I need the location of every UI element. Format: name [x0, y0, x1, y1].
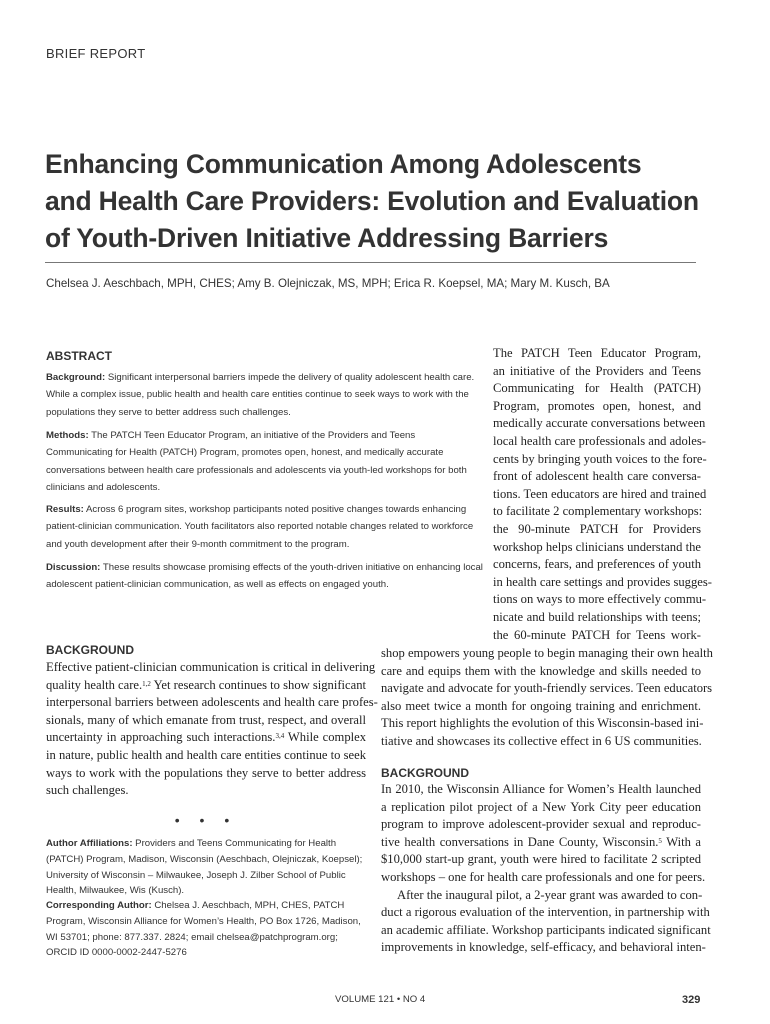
- intro-line: an initiative of the Providers and Teens: [493, 363, 701, 378]
- body-line: workshops – one for health care professionals and one for peers.: [381, 869, 706, 884]
- article-title: [45, 146, 745, 257]
- author-list: Chelsea J. Aeschbach, MPH, CHES; Amy B. Olejniczak, MS, MPH; Erica R. Koepsel, MA; Mary M. Kusch, BA: [46, 277, 610, 290]
- body-line: such challenges.: [46, 783, 129, 798]
- citation: 1,2: [142, 679, 151, 688]
- body-line: $10,000 start-up grant, youth were hired to facilitate 2 scripted: [381, 852, 701, 867]
- affiliations-text: Providers and Teens Communicating for Health (PATCH) Program, Madison, Wisconsin (Aeschbach, Olejniczak, Koepsel); University of Wisconsin – Milwaukee, Joseph J. Zilber School of Public Health, Milwaukee, Wis (Kusch).: [46, 838, 363, 897]
- body-line: Effective patient-clinician communication is critical in delivering: [46, 660, 376, 674]
- background-paragraph-left: [46, 659, 378, 800]
- corresponding-author: [46, 898, 366, 961]
- title-line-3: of Youth-Driven Initiative Addressing Barriers: [45, 223, 609, 253]
- corresponding-text: Chelsea J. Aeschbach, MPH, CHES, PATCH Program, Wisconsin Alliance for Women’s Health, PO Box 1726, Madison, WI 53701; phone: 877.337. 2824; email chelsea@patchprogram.org; ORCID ID 0000-0002-2447-5276: [46, 900, 361, 959]
- title-line-2: and Health Care Providers: Evolution and Evaluation: [45, 186, 699, 216]
- intro-line: nicate and build relationships with teens;: [493, 609, 701, 624]
- intro-line: in health care settings and provides sugges-: [493, 574, 712, 589]
- body-line: improvements in knowledge, self-efficacy, and behavioral inten-: [381, 940, 706, 955]
- intro-line: tions. Teen educators are hired and trained: [493, 486, 707, 501]
- body-line: tive health conversations in Dane County, Wisconsin.$^5$ With a: [381, 834, 701, 849]
- body-line: In 2010, the Wisconsin Alliance for Women’s Health launched: [381, 782, 701, 796]
- intro-line: Communicating for Health (PATCH): [493, 381, 701, 396]
- abstract-results-text: Across 6 program sites, workshop participants noted positive changes towards enhancing patient-clinician communication. Youth facilitators also reported notable changes related to workforce and youth development after their 9-month commitment to the program.: [46, 504, 474, 550]
- body-line: uncertainty in approaching such interactions.$^{3,4}$ While complex: [46, 730, 366, 745]
- abstract-heading: ABSTRACT: [46, 349, 112, 363]
- title-line-1: Enhancing Communication Among Adolescents: [45, 149, 642, 179]
- section-label: BRIEF REPORT: [46, 46, 146, 61]
- intro-line: cents by bringing youth voices to the fore-: [493, 451, 707, 466]
- abstract-background-text: Significant interpersonal barriers impede the delivery of quality adolescent health care. While a complex issue, public health and health care entities continue to seek ways to work with the populations they serve to better address such challenges.: [46, 372, 475, 418]
- corresponding-label: Corresponding Author:: [46, 900, 152, 911]
- intro-line: the 90-minute PATCH for Providers: [493, 521, 701, 536]
- abstract-discussion: [46, 559, 483, 594]
- abstract-background-label: Background:: [46, 372, 106, 383]
- page-number: 329: [682, 994, 701, 1006]
- background-paragraph-right: [381, 781, 711, 957]
- intro-line: medically accurate conversations between: [493, 416, 706, 431]
- title-divider: [45, 262, 696, 263]
- citation: 3,4: [275, 732, 285, 741]
- intro-line: to facilitate 2 complementary workshops:: [493, 504, 703, 519]
- body-line: ways to work with the populations they serve to better address: [46, 765, 366, 780]
- intro-line: concerns, fears, and preferences of youth: [493, 557, 701, 572]
- body-line: interpersonal barriers between adolescents and health care profes-: [46, 695, 378, 710]
- intro-line: tiative and showcases its collective effect in 6 US communities.: [381, 733, 702, 748]
- abstract-results-label: Results:: [46, 504, 84, 515]
- journal-volume: VOLUME 121 • NO 4: [335, 994, 426, 1005]
- section-separator: • • •: [174, 812, 238, 828]
- body-line: a replication pilot project of a New York City peer education: [381, 799, 701, 814]
- body-line: sionals, many of which emanate from trust, respect, and overall: [46, 712, 366, 727]
- body-line: in nature, public health and health care entities continue to seek: [46, 747, 366, 762]
- intro-line: front of adolescent health care conversa-: [493, 469, 701, 484]
- intro-line: tions on ways to more effectively commu-: [493, 592, 707, 607]
- body-line: quality health care.$^{1,2}$ Yet research continues to show significant: [46, 677, 367, 692]
- background-heading-right: BACKGROUND: [381, 766, 469, 780]
- abstract-discussion-label: Discussion:: [46, 562, 101, 573]
- intro-line: local health care professionals and adoles-: [493, 433, 706, 448]
- intro-line: care and equips them with the knowledge and skills needed to: [381, 663, 701, 678]
- body-line: program to improve adolescent-provider sexual and reproduc-: [381, 817, 701, 832]
- abstract-results: [46, 501, 483, 553]
- author-affiliations: [46, 836, 366, 899]
- intro-line: also meet twice a month for ongoing training and enrichment.: [381, 698, 701, 713]
- intro-paragraph-continued: [381, 645, 713, 751]
- intro-line: navigate and advocate for youth-friendly services. Teen educators: [381, 681, 713, 696]
- intro-line: workshop helps clinicians understand the: [493, 539, 701, 554]
- background-heading-left: BACKGROUND: [46, 643, 134, 657]
- abstract-discussion-text: These results showcase promising effects of the youth-driven initiative on enhancing local adolescent patient-clinician communication, as well as effects on engaged youth.: [46, 562, 483, 591]
- citation: 5: [658, 836, 662, 845]
- affiliations-label: Author Affiliations:: [46, 838, 133, 849]
- intro-paragraph: [493, 345, 712, 644]
- intro-line: Program, promotes open, honest, and: [493, 398, 701, 413]
- intro-line: shop empowers young people to begin managing their own health: [381, 646, 713, 660]
- abstract-background: [46, 369, 483, 421]
- intro-line: The PATCH Teen Educator Program,: [493, 346, 701, 360]
- intro-line: This report highlights the evolution of this Wisconsin-based ini-: [381, 716, 704, 731]
- abstract-methods-label: Methods:: [46, 430, 89, 441]
- abstract-methods-text: The PATCH Teen Educator Program, an initiative of the Providers and Teens Communicating for Health (PATCH) Program, promotes open, honest, and medically accurate conversations between health care professionals and adolescents via youth-led workshops for both clinicians and adolescents.: [46, 430, 467, 493]
- body-line: After the inaugural pilot, a 2-year grant was awarded to con-: [397, 887, 703, 902]
- abstract-methods: [46, 427, 483, 496]
- body-line: an academic affiliate. Workshop participants indicated significant: [381, 922, 711, 937]
- body-line: duct a rigorous evaluation of the intervention, in partnership with: [381, 905, 710, 920]
- intro-line: the 60-minute PATCH for Teens work-: [493, 627, 701, 642]
